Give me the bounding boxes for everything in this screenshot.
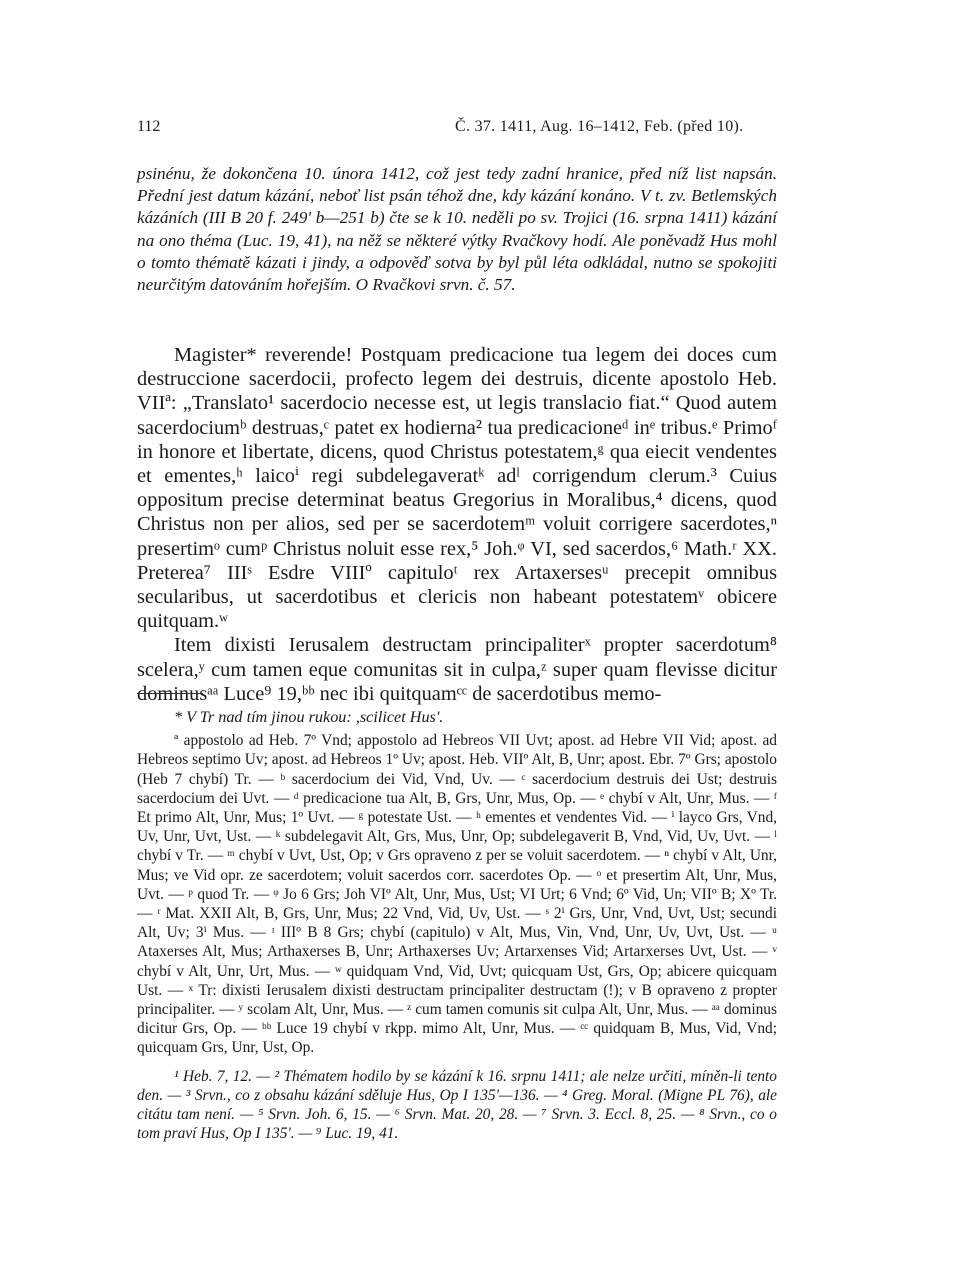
- intro-paragraph: psinénu, že dokončena 10. února 1412, což jest tedy zadní hranice, před níž list napsán. Přední jest datum kázání, neboť list psán téhož dne, kdy kázání konáno. V t. zv. Betlemských kázáních (III B 20 f. 249' b—251 b) čte se k 10. neděli po sv. Trojici (16. srpna 1411) kázání na ono théma (Luc. 19, 41), na něž se některé výtky Rvačkovy hodí. Ale poněvadž Hus mohl o tomto thématě kázati i jindy, a odpověď sotva by byl půl léta odkládal, nutno se spokojiti neurčitým datováním hořejším. O Rvačkovi srvn. č. 57.: [137, 164, 777, 295]
- footnotes: [137, 708, 777, 1143]
- page-number: 112: [137, 118, 161, 135]
- letter-paragraph-1: Magister* reverende! Postquam predicacione tua legem dei doces cum destruccione sacerdocii, profecto legem dei destruis, dicente apostolo Heb. VIIª: „Translato¹ sacerdocio necesse est, ut legis translacio fiat.“ Quod autem sacerdociumᵇ destruas,ᶜ patet ex hodierna² tua predicacioneᵈ inᵉ tribus.ᵉ Primoᶠ in honore et libertate, dicens, quod Christus potestatem,ᵍ qua eiecit vendentes et ementes,ʰ laicoⁱ regi subdelegaveratᵏ adˡ corrigendum clerum.³ Cuius oppositum precise determinat beatus Gregorius in Moralibus,⁴ dicens, quod Christus non per alios, sed per se sacerdotemᵐ voluit corrigere sacerdotes,ⁿ presertimᵒ cumᵖ Christus noluit esse rex,⁵ Joh.ᵠ VI, sed sacerdos,⁶ Math.ʳ XX. Preterea⁷ IIIˢ Esdre VIIIº capituloᵗ rex Artaxersesᵘ precepit omnibus secularibus, ut sacerdotibus et clericis non habeant potestatemᵛ obicere quitquam.ʷ: [137, 344, 777, 633]
- running-head: Č. 37. 1411, Aug. 16–1412, Feb. (před 10).: [455, 118, 744, 135]
- star-note: * V Tr nad tím jinou rukou: ,scilicet Hus'.: [174, 708, 444, 726]
- letter-paragraph-2: Item dixisti Ierusalem destructam principaliterˣ propter sacerdotum⁸ scelera,ʸ cum tamen eque comunitas sit in culpa,ᶻ super quam flevisse dicitur dominusᵃᵃ Luce⁹ 19,ᵇᵇ nec ibi quitquamᶜᶜ de sacerdotibus memo-: [137, 634, 777, 705]
- source-notes: ¹ Heb. 7, 12. — ² Thématem hodilo by se kázání k 16. srpnu 1411; ale nelze určiti, míněn-li tento den. — ³ Srvn., co z obsahu kázání sděluje Hus, Op I 135'—136. — ⁴ Greg. Moral. (Migne PL 76), ale citátu tam není. — ⁵ Srvn. Joh. 6, 15. — ⁶ Srvn. Mat. 20, 28. — ⁷ Srvn. 3. Eccl. 8, 25. — ⁸ Srvn., co o tom praví Hus, Op I 135'. — ⁹ Luc. 19, 41.: [137, 1067, 777, 1143]
- variant-apparatus: ª appostolo ad Heb. 7º Vnd; appostolo ad Hebreos VII Uvt; apost. ad Hebre VII Vid; apost. ad Hebreos septimo Uv; apost. ad Hebreos 1º Uv; apost. Heb. VIIº Alt, B, Unr; apost. Ebr. 7º Grs; apostolo (Heb 7 chybí) Tr. — ᵇ sacerdocium dei Vid, Vnd, Uv. — ᶜ sacerdocium destruis dei Ust; destruis sacerdocium dei Uvt. — ᵈ predicacione tua Alt, B, Grs, Unr, Mus, Op. — ᵉ chybí v Alt, Unr, Mus. — ᶠ Et primo Alt, Unr, Mus; 1º Uvt. — ᵍ potestate Ust. — ʰ ementes et vendentes Vid. — ⁱ layco Grs, Vnd, Uv, Unr, Uvt, Ust. — ᵏ subdelegavit Alt, Grs, Mus, Unr, Op; subdelegaverit B, Vnd, Vid, Uv, Uvt. — ˡ chybí v Tr. — ᵐ chybí v Uvt, Ust, Op; v Grs opraveno z per se voluit sacerdotem. — ⁿ chybí v Alt, Unr, Mus; ve Vid opr. ze sacerdotem; voluit sacerdos corr. sacerdotes Op. — ᵒ et presertim Alt, Unr, Mus, Uvt. — ᵖ quod Tr. — ᵠ Jo 6 Grs; Joh VIº Alt, Unr, Mus, Ust; VI Urt; 6 Vnd; 6º Vid, Un; VIIº B; Xº Tr. — ʳ Mat. XXII Alt, B, Grs, Unr, Mus; 22 Vnd, Vid, Uv, Ust. — ˢ 2ⁱ Grs, Unr, Vnd, Uvt, Ust; secundi Alt, Uv; 3ⁱ Mus. — ᵗ IIIº B 8 Grs; chybí (capitulo) v Alt, Mus, Vin, Vnd, Unr, Uv, Uvt, Ust. — ᵘ Ataxerses Alt, Mus; Arthaxerses B, Unr; Arthaxerses Uv; Artarxenses Vid; Artarxerses Uvt, Ust. — ᵛ chybí v Alt, Unr, Urt, Mus. — ʷ quidquam Vnd, Vid, Uvt; quicquam Ust, Grs, Op; abicere quicquam Ust. — ˣ Tr: dixisti Ierusalem dixisti destructam principaliter destructam (!); v B opraveno z propter principaliter. — ʸ scolam Alt, Unr, Mus. — ᶻ cum tamen comunis sit culpa Alt, Unr, Mus. — ᵃᵃ dominus dicitur Grs, Op. — ᵇᵇ Luce 19 chybí v rkpp. mimo Alt, Unr, Mus. — ᶜᶜ quidquam B, Mus, Vid, Vnd; quicquam Grs, Unr, Ust, Op.: [137, 732, 777, 1057]
- footnote-divider: [137, 693, 203, 694]
- page-header: [137, 118, 777, 142]
- letter-text: [137, 343, 777, 706]
- editorial-introduction: [137, 163, 777, 296]
